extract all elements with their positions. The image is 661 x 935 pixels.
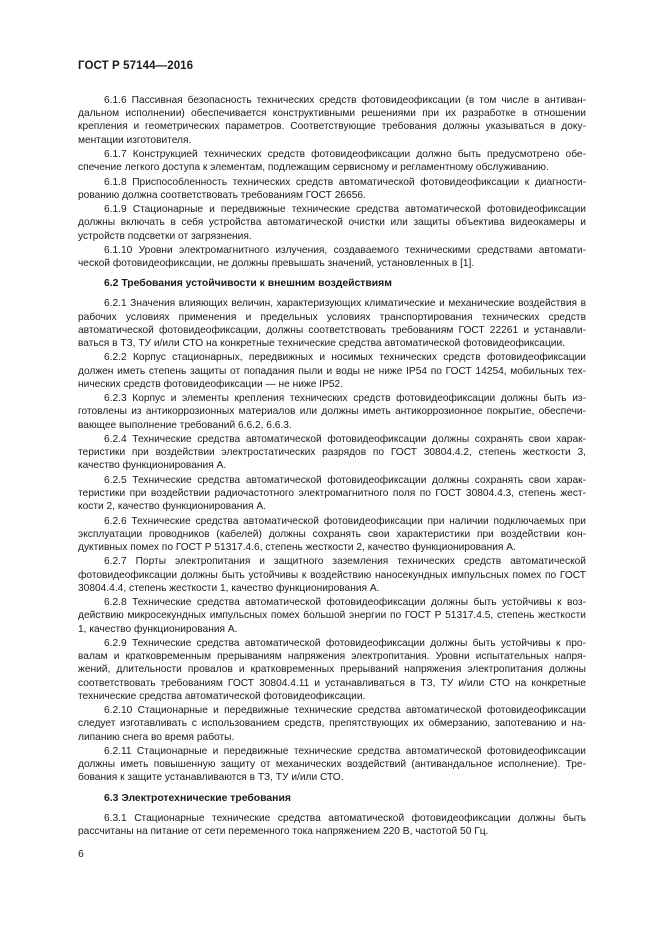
document-body bbox=[78, 94, 586, 839]
paragraph-6-2-2: 6.2.2 Корпус стационарных, передвижных и носимых технических средств фотовидеофиксации должен иметь степень защиты от попадания пыли и воды не ниже IP54 по ГОСТ 14254, мобильных технических средств фотовидеофиксации — не ниже IP52. bbox=[78, 352, 586, 390]
standard-header: ГОСТ Р 57144—2016 bbox=[78, 60, 194, 72]
paragraph-6-2-5: 6.2.5 Технические средства автоматической фотовидеофиксации должны сохранять свои характеристики при воздействии радиочастотного электромагнитного поля по ГОСТ 30804.4.3, степень жесткости 2, качество функционирования А. bbox=[78, 474, 586, 513]
paragraph-6-1-9: 6.1.9 Стационарные и передвижные технические средства автоматической фотовидеофиксации должны включать в себя устройства автоматической очистки или защиты объектива видеокамеры и устройств подсветки от загрязнения. bbox=[78, 204, 586, 242]
paragraph-6-1-6: 6.1.6 Пассивная безопасность технических средств фотовидеофиксации (в том числе в антивандальном исполнении) обеспечивается конструктивными решениями при их разработке в отношении крепления и геометрических параметров. Соответствующие требования должны указываться в документации изготовителя. bbox=[78, 95, 586, 146]
paragraph-6-3-1: 6.3.1 Стационарные технические средства автоматической фотовидеофиксации должны быть рассчитаны на питание от сети переменного тока напряжением 220 В, частотой 50 Гц. bbox=[78, 812, 586, 837]
paragraph-6-1-10: 6.1.10 Уровни электромагнитного излучения, создаваемого техническими средствами автоматической фотовидеофиксации, не должны превышать значений, установленных в [1]. bbox=[78, 244, 586, 270]
paragraph-6-2-8: 6.2.8 Технические средства автоматической фотовидеофиксации должны быть устойчивы к воздействию микросекундных импульсных помех большой энергии по ГОСТ Р 51317.4.5, степень жесткости 1, качество функционирования А. bbox=[78, 597, 586, 635]
paragraph-6-2-4: 6.2.4 Технические средства автоматической фотовидеофиксации должны сохранять свои характеристики при воздействии электростатических разрядов по ГОСТ 30804.4.2, степень жесткости 3, качество функционирования А. bbox=[78, 433, 586, 472]
paragraph-6-2-11: 6.2.11 Стационарные и передвижные технические средства автоматической фотовидеофиксации должны иметь повышенную защиту от механических воздействий (антивандальное исполнение). Требования к защите устанавливаются в ТЗ, ТУ и/или СТО. bbox=[78, 745, 586, 784]
paragraph-6-2-9: 6.2.9 Технические средства автоматической фотовидеофиксации должны быть устойчивы к провалам и кратковременным прерываниям напряжения электропитания. Уровни испытательных напряжений, длительности провалов и кратковременных прерываний напряжения электропитания должны соответствовать требованиям ГОСТ 30804.4.11 и устанавливаться в ТЗ, ТУ и/или СТО на конкретные технические средства автоматической фотовидеофиксации. bbox=[78, 637, 586, 702]
paragraph-6-2-10: 6.2.10 Стационарные и передвижные технические средства автоматической фотовидеофиксации следует изготавливать с использованием средств, препятствующих их обмерзанию, запотеванию и налипанию снега во время работы. bbox=[78, 705, 586, 743]
paragraph-6-1-8: 6.1.8 Приспособленность технических средств автоматической фотовидеофиксации к диагностированию должна соответствовать требованиям ГОСТ 26656. bbox=[78, 176, 586, 201]
paragraph-6-2-6: 6.2.6 Технические средства автоматической фотовидеофиксации при наличии подключаемых при эксплуатации проводников (кабелей) должны сохранять свои характеристики при воздействии кондуктивных помех по ГОСТ Р 51317.4.6, степень жесткости 2, качество функционирования А. bbox=[78, 515, 586, 553]
paragraph-6-2-3: 6.2.3 Корпус и элементы крепления технических средств фотовидеофиксации должны быть изготовлены из антикоррозионных материалов или должны иметь антикоррозионное покрытие, обеспечивающее выполнение требований 6.6.2, 6.6.3. bbox=[78, 393, 586, 431]
paragraph-6-2-1: 6.2.1 Значения влияющих величин, характеризующих климатические и механические воздействия в рабочих условиях применения и предельных условиях транспортирования технических средств автоматической фотовидеофиксации, должны соответствовать требованиям ГОСТ 22261 и устанавливаться в ТЗ, ТУ и/или СТО на конкретные технические средства автоматической фотовидеофиксации. bbox=[78, 298, 586, 349]
paragraph-6-1-7: 6.1.7 Конструкцией технических средств фотовидеофиксации должно быть предусмотрено обеспечение легкого доступа к элементам, подлежащим сервисному и регламентному обслуживанию. bbox=[78, 149, 586, 174]
section-title-6-2: 6.2 Требования устойчивости к внешним воздействиям bbox=[104, 278, 392, 290]
page-number: 6 bbox=[78, 848, 84, 860]
section-title-6-3: 6.3 Электротехнические требования bbox=[104, 792, 291, 804]
paragraph-6-2-7: 6.2.7 Порты электропитания и защитного заземления технических средств автоматической фотовидеофиксации должны быть устойчивы к воздействию наносекундных импульсных помех по ГОСТ 30804.4.4, степень жесткости 1, качество функционирования А. bbox=[78, 556, 586, 594]
